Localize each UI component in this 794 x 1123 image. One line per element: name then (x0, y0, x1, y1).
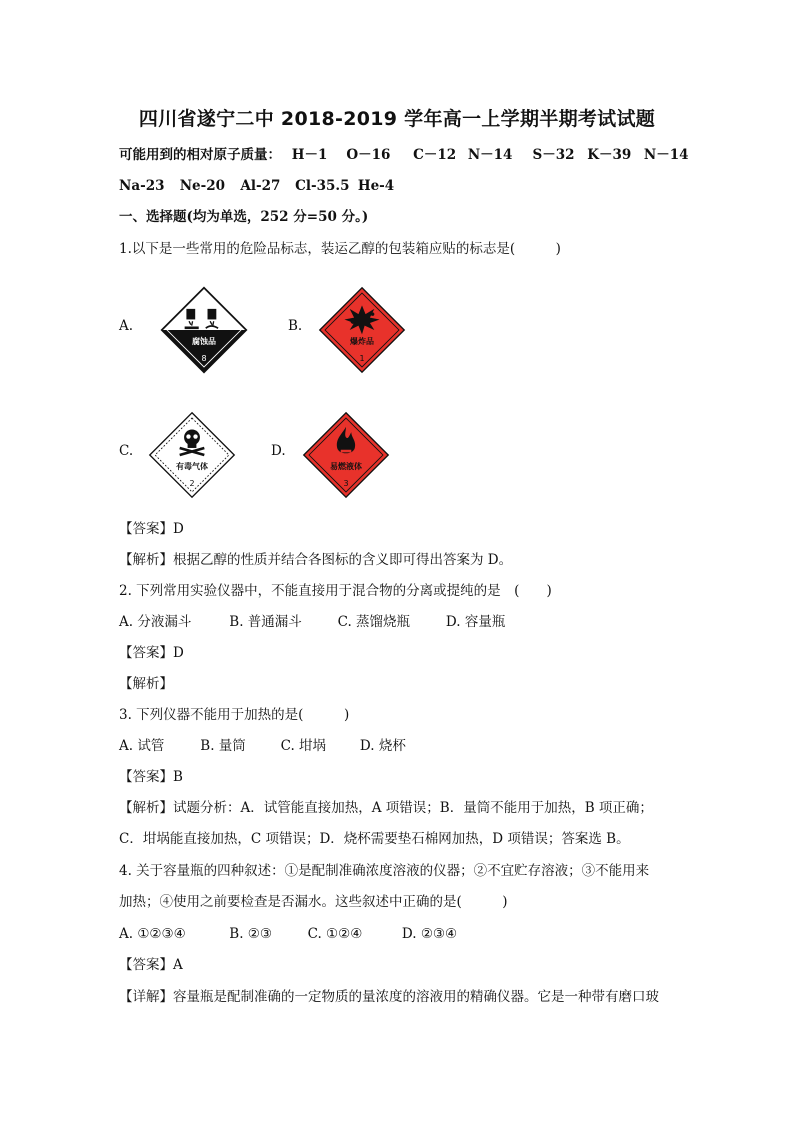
q4-option-c: C. ①②④ (307, 926, 363, 942)
q1-option-b-letter: B. (288, 318, 303, 334)
section-heading: 一、选择题(均为单选，252 分=50 分。) (119, 209, 369, 225)
q3-stem: 3. 下列仪器不能用于加热的是( ) (119, 707, 350, 723)
q2-option-c: C. 蒸馏烧瓶 (337, 614, 411, 630)
q4-stem-line1: 4. 关于容量瓶的四种叙述：①是配制准确浓度溶液的仪器；②不宜贮存溶液；③不能用来 (119, 863, 650, 879)
corrosive-sign (160, 286, 248, 374)
mass-n: N－14 (467, 147, 513, 163)
mass-s: S－32 (532, 147, 575, 163)
explosive-class-number: 1 (359, 354, 365, 363)
mass-k: K－39 (587, 147, 632, 163)
atomic-masses-line2 (119, 176, 394, 196)
q2-options (119, 612, 505, 632)
q1-stem: 1.以下是一些常用的危险品标志，装运乙醇的包装箱应贴的标志是( ) (119, 241, 561, 257)
corrosive-label: 腐蚀品 (192, 337, 216, 346)
q2-analysis: 【解析】 (119, 676, 173, 692)
explosive-label: 爆炸品 (350, 337, 374, 346)
q4-options (119, 924, 457, 944)
q3-analysis-line2: C．坩埚能直接加热，C 项错误；D．烧杯需要垫石棉网加热，D 项错误；答案选 B。 (119, 831, 630, 847)
mass-h: H－1 (291, 147, 328, 163)
flammable-liquid-label: 易燃液体 (330, 462, 362, 471)
mass-na: Na-23 (119, 178, 165, 194)
mass-cl: Cl-35.5 (295, 178, 350, 194)
q3-answer: 【答案】B (119, 769, 183, 785)
q3-analysis-line1: 【解析】试题分析：A．试管能直接加热，A 项错误；B．量筒不能用于加热，B 项正确； (119, 800, 653, 816)
q3-option-b: B. 量筒 (200, 738, 246, 754)
q2-stem: 2. 下列常用实验仪器中，不能直接用于混合物的分离或提纯的是 ( ) (119, 583, 552, 599)
mass-he: He-4 (357, 178, 395, 194)
atomic-masses-line1 (119, 145, 689, 165)
q2-answer: 【答案】D (119, 645, 184, 661)
q4-stem-line2: 加热；④使用之前要检查是否漏水。这些叙述中正确的是( ) (119, 894, 508, 910)
page-title: 四川省遂宁二中 2018-2019 学年高一上学期半期考试试题 (138, 108, 656, 130)
q4-option-b: B. ②③ (229, 926, 273, 942)
q3-options (119, 736, 406, 756)
q1-analysis: 【解析】根据乙醇的性质并结合各图标的含义即可得出答案为 D。 (119, 552, 513, 568)
q4-option-d: D. ②③④ (401, 926, 458, 942)
q4-answer: 【答案】A (119, 957, 183, 973)
toxic-gas-class-number: 2 (189, 479, 195, 488)
mass-ne: Ne-20 (179, 178, 226, 194)
q1-option-a-letter: A. (119, 318, 134, 334)
mass-o: O－16 (346, 147, 391, 163)
q1-option-d-letter: D. (271, 443, 286, 459)
q2-option-d: D. 容量瓶 (445, 614, 506, 630)
masses-label: 可能用到的相对原子质量： (119, 147, 281, 163)
corrosive-class-number: 8 (201, 354, 207, 363)
flammable-liquid-class-number: 3 (343, 479, 349, 488)
q1-answer: 【答案】D (119, 521, 184, 537)
q3-option-d: D. 烧杯 (359, 738, 406, 754)
q4-option-a: A. ①②③④ (119, 926, 186, 942)
q2-option-b: B. 普通漏斗 (229, 614, 302, 630)
q3-option-a: A. 试管 (119, 738, 165, 754)
mass-al: Al-27 (240, 178, 281, 194)
q3-option-c: C. 坩埚 (280, 738, 327, 754)
q2-option-a: A. 分液漏斗 (119, 614, 192, 630)
q1-option-c-letter: C. (119, 443, 134, 459)
mass-n2: N－14 (643, 147, 689, 163)
mass-c: C－12 (413, 147, 457, 163)
q4-detail: 【详解】容量瓶是配制准确的一定物质的量浓度的溶液用的精确仪器。它是一种带有磨口玻 (119, 989, 659, 1005)
toxic-gas-label: 有毒气体 (176, 462, 208, 471)
